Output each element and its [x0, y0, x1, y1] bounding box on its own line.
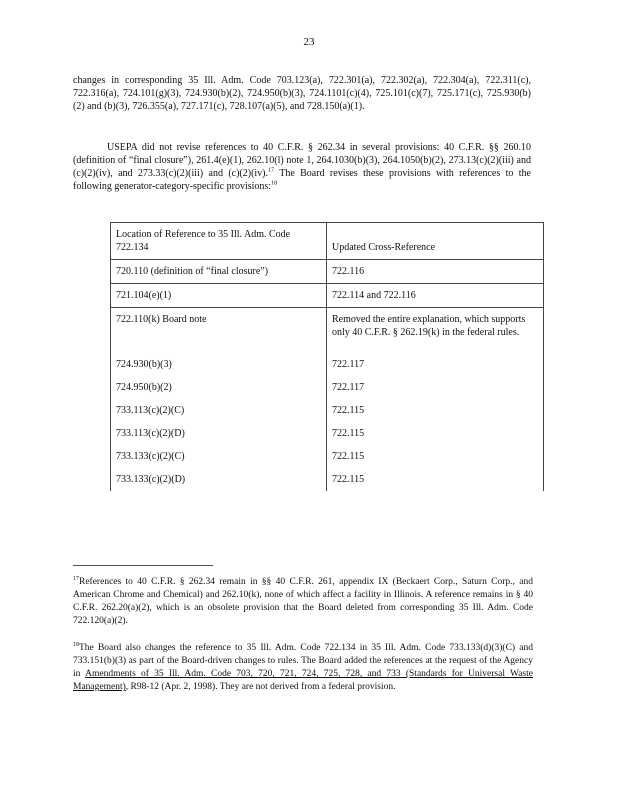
cell-location: 724.950(b)(2) — [111, 376, 327, 399]
table-header-row — [111, 223, 544, 260]
footnote-18-text: The Board also changes the reference to 35 Ill. Adm. Code 722.134 in 35 Ill. Adm. Code 733.133(d)(3)(C) and 733.151(b)(3) as part of the Board-driven changes to rules. The Board added the references at the request of the Agency in — [73, 643, 533, 679]
paragraph-usepa-text-2: The Board revises these provisions with references to the following generator-category-specific provisions: — [73, 168, 531, 192]
cell-updated: 722.117 — [327, 353, 544, 376]
footnote-18 — [73, 642, 533, 694]
cell-location: 733.133(c)(2)(C) — [111, 445, 327, 468]
footnote-separator — [73, 565, 213, 566]
table-row — [111, 445, 544, 468]
paragraph-usepa-text: USEPA did not revise references to 40 C.F.R. § 262.34 in several provisions: 40 C.F.R. §§ 260.10 (definition of “final closure”), 261.4(e)(1), 262.10(l) note 1, 264.1030(b)(3), 264.1050(b)(2), 273.13(c)(2)(iii) and (c)(2)(iv), and 273.33(c)(2)(iii) and (c)(2)(iv). — [73, 142, 531, 179]
paragraph-usepa — [73, 141, 531, 193]
table-row — [111, 284, 544, 308]
footnote-17-marker: 17 — [73, 575, 79, 582]
cell-updated: 722.115 — [327, 399, 544, 422]
cell-updated: 722.115 — [327, 422, 544, 445]
table-row — [111, 399, 544, 422]
header-location: Location of Reference to 35 Ill. Adm. Code 722.134 — [111, 223, 327, 260]
cell-updated: 722.116 — [327, 260, 544, 284]
table-row — [111, 376, 544, 399]
cell-updated: 722.115 — [327, 468, 544, 491]
footnote-18-text-2: , R98-12 (Apr. 2, 1998). They are not derived from a federal provision. — [125, 682, 396, 692]
cell-location: 722.110(k) Board note — [111, 308, 327, 354]
footnote-17 — [73, 576, 533, 628]
cell-location: 733.113(c)(2)(C) — [111, 399, 327, 422]
cell-updated: Removed the entire explanation, which supports only 40 C.F.R. § 262.19(k) in the federal rules. — [327, 308, 544, 354]
table-row — [111, 468, 544, 491]
footnote-17-ref[interactable]: 17 — [268, 167, 275, 174]
table-row — [111, 260, 544, 284]
cross-reference-table — [110, 222, 544, 491]
table-row — [111, 308, 544, 354]
header-updated: Updated Cross-Reference — [327, 223, 544, 260]
cell-updated: 722.114 and 722.116 — [327, 284, 544, 308]
page-number: 23 — [303, 36, 315, 48]
footnote-18-citation: Amendments of 35 Ill. Adm. Code 703, 720, 721, 724, 725, 728, and 733 (Standards for Universal Waste Management) — [73, 669, 533, 692]
cell-location: 724.930(b)(3) — [111, 353, 327, 376]
cell-location: 721.104(e)(1) — [111, 284, 327, 308]
footnote-18-marker: 18 — [73, 641, 79, 648]
footnote-17-text: References to 40 C.F.R. § 262.34 remain in §§ 40 C.F.R. 261, appendix IX (Beckaert Corp., Saturn Corp., and American Chrome and Chemical) and 262.10(k), none of which affect a facility in Illinois. A reference remains in § 40 C.F.R. 262.20(a)(2), which is an obsolete provision that the Board deleted from corresponding 35 Ill. Adm. Code 722.120(a)(2). — [73, 577, 533, 626]
cell-location: 733.133(c)(2)(D) — [111, 468, 327, 491]
footnote-18-ref[interactable]: 18 — [271, 180, 278, 187]
cell-updated: 722.117 — [327, 376, 544, 399]
paragraph-changes: changes in corresponding 35 Ill. Adm. Code 703.123(a), 722.301(a), 722.302(a), 722.304(a), 722.311(c), 722.316(a), 724.101(g)(3), 724.930(b)(2), 724.950(b)(3), 724.1101(c)(4), 725.101(c)(7), 725.171(c), 725.930(b)(2) and (b)(3), 726.355(a), 727.171(c), 728.107(a)(5), and 728.150(a)(1). — [73, 75, 531, 112]
table-row — [111, 353, 544, 376]
cell-location: 733.113(c)(2)(D) — [111, 422, 327, 445]
cell-location: 720.110 (definition of “final closure”) — [111, 260, 327, 284]
table-row — [111, 422, 544, 445]
cell-updated: 722.115 — [327, 445, 544, 468]
